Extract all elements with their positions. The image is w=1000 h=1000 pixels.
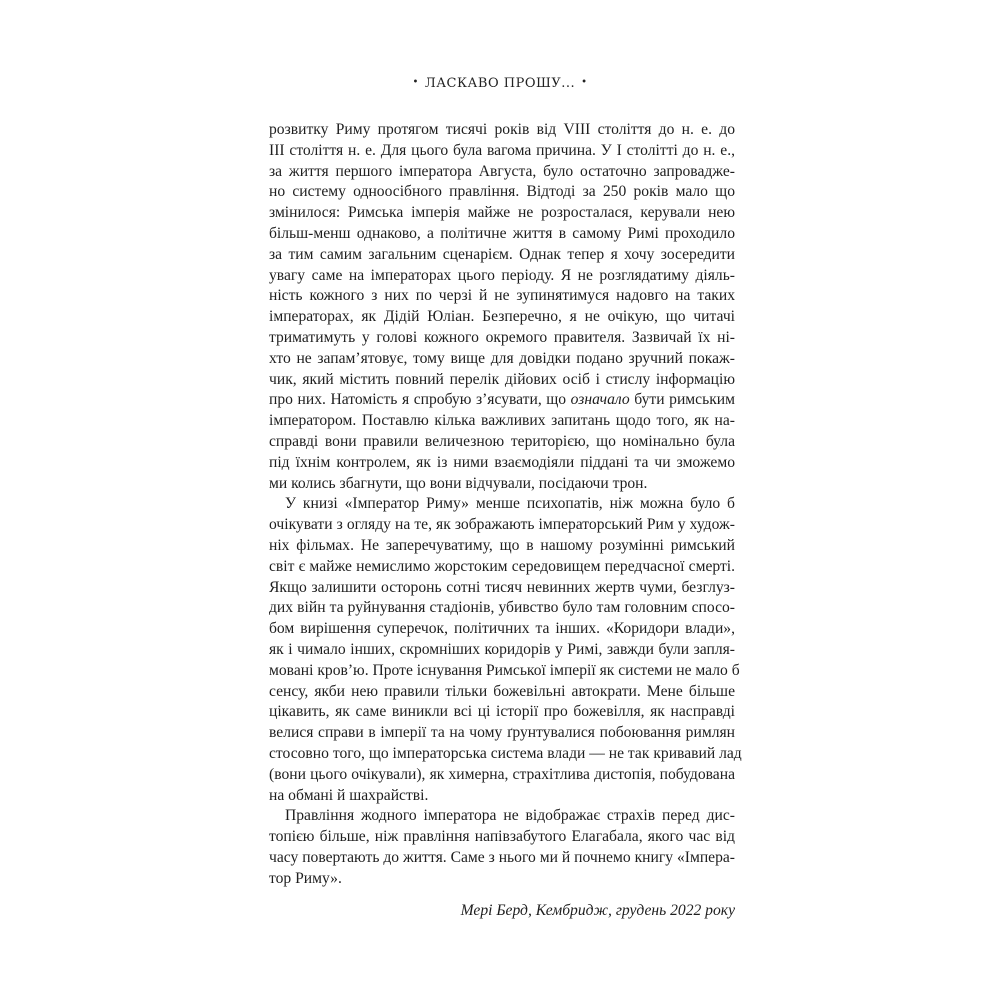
- text-line: під їхнім контролем, як із ними взаємодіяли піддані та чи зможемо: [269, 453, 735, 471]
- text-line: III століття н. е. Для цього була вагома причина. У I столітті до н. е.,: [269, 141, 735, 159]
- text-line: топією більше, ніж правління напівзабутого Елагабала, якого час від: [269, 828, 735, 846]
- body-text: [269, 120, 742, 922]
- text-line: (вони цього очікували), як химерна, страхітлива дистопія, побудована: [269, 765, 735, 783]
- text-segment: про них. Натомість я спробую з’ясувати, що: [269, 391, 571, 409]
- text-line: розвитку Риму протягом тисячі років від VIII століття до н. е. до: [269, 121, 735, 138]
- running-head-title: ЛАСКАВО ПРОШУ...: [424, 76, 576, 91]
- text-line: змінилося: Римська імперія майже не розросталася, керували нею: [269, 204, 735, 222]
- paragraph-3: [269, 806, 735, 889]
- text-line: більш-менш однаково, а політичне життя в самому Римі проходило: [269, 224, 735, 242]
- text-line: світ є майже немислимо жорстоким середовищем передчасної смерті.: [269, 557, 735, 575]
- text-line: очікувати з огляду на те, як зображають імператорський Рим у худож-: [269, 516, 735, 534]
- text-line: Правління жодного імператора не відображає страхів перед дис-: [285, 807, 735, 825]
- text-line: ність кожного з них по черзі й не зупинятимуся надовго на таких: [269, 287, 735, 305]
- text-line: чик, який містить повний перелік дійових осіб і стислу інформацію: [269, 370, 735, 388]
- text-line: бом вирішення суперечок, політичних та інших. «Коридори влади»,: [269, 620, 735, 638]
- text-line: триматимуть у голові кожного окремого правителя. Зазвичай їх ні-: [269, 328, 735, 346]
- text-line: У книзі «Імператор Риму» менше психопатів, ніж можна було б: [285, 495, 735, 513]
- text-line: за тим самим загальним сценарієм. Однак тепер я хочу зосередити: [269, 245, 735, 263]
- text-line: но систему одноосібного правління. Відтоді за 250 років мало що: [269, 183, 735, 201]
- text-line: велися справи в імперії та на чому ґрунтувалися побоювання римлян: [269, 724, 735, 742]
- text-line: хто не запам’ятовує, тому вище для довідки подано зручний покаж-: [269, 349, 735, 367]
- text-line: імператорах, як Дідій Юліан. Безперечно, я не очікую, що читачі: [269, 308, 735, 326]
- text-line: за життя першого імператора Августа, було остаточно запровадже-: [269, 162, 735, 180]
- text-line: справді вони правили величезною територією, що номінально була: [269, 432, 735, 450]
- text-line: Якщо залишити осторонь сотні тисяч невинних жертв чуми, безглуз-: [269, 578, 735, 596]
- text-line: ніх фільмах. Не заперечуватиму, що в нашому розумінні римський: [269, 536, 735, 554]
- author-signature: Мері Берд, Кембридж, грудень 2022 року: [460, 902, 735, 920]
- text-line: часу повертають до життя. Саме з нього ми й почнемо книгу «Імпера-: [269, 848, 735, 866]
- running-head-dot-left: •: [412, 77, 419, 88]
- paragraph-1: [269, 120, 735, 494]
- text-line: як і чимало інших, скромніших коридорів у Римі, завжди були запля-: [269, 640, 735, 658]
- text-line: дих війн та руйнування стадіонів, убивство було там головним спосо-: [269, 599, 735, 617]
- text-line: ми колись збагнути, що вони відчували, посідаючи трон.: [269, 474, 648, 492]
- text-line: стосовно того, що імператорська система влади — не так кривавий лад: [269, 744, 742, 762]
- text-line-with-emphasis: [269, 390, 735, 411]
- text-segment: бути римським: [629, 391, 735, 409]
- text-line: мовані кров’ю. Проте існування Римської імперії як системи не мало б: [269, 661, 740, 679]
- text-line: тор Риму».: [269, 869, 342, 887]
- emphasized-word: означало: [570, 391, 630, 409]
- running-head: [0, 76, 1000, 91]
- paragraph-2: [269, 494, 742, 806]
- text-line: цікавить, як саме виникли всі ці історії про божевілля, як насправді: [269, 703, 735, 721]
- text-line: сенсу, якби нею правили тільки божевільні автократи. Мене більше: [269, 682, 735, 700]
- text-line: на обмані й шахрайстві.: [269, 786, 429, 804]
- running-head-dot-right: •: [581, 77, 588, 88]
- text-line: імператором. Поставлю кілька важливих запитань щодо того, як на-: [269, 412, 735, 430]
- text-line: увагу саме на імператорах цього періоду. Я не розглядатиму діяль-: [269, 266, 735, 284]
